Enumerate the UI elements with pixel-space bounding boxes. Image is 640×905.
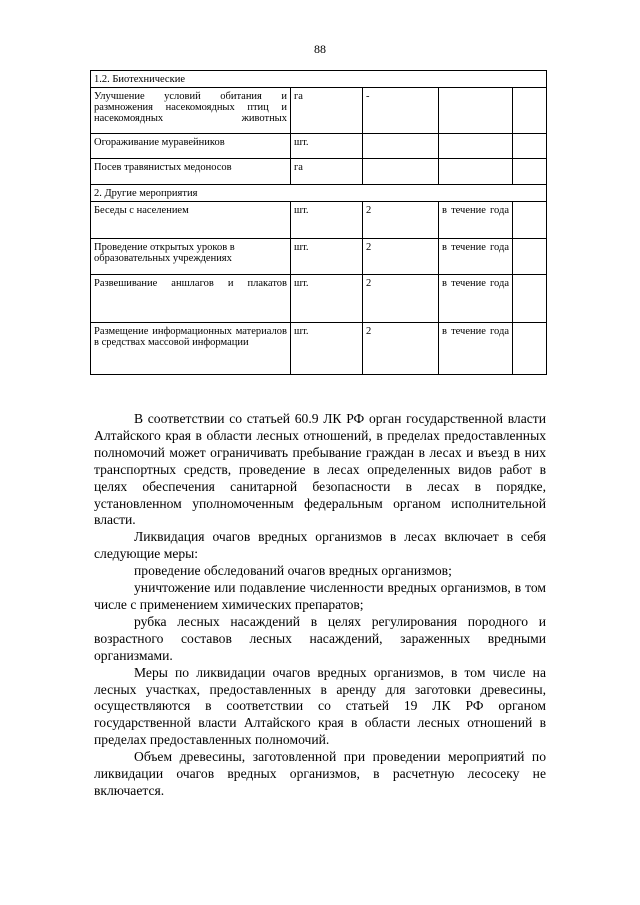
measure-unit: шт. (291, 275, 363, 323)
measure-name: Посев травянистых медоносов (91, 159, 291, 185)
table-row (91, 275, 547, 323)
table-row (91, 159, 547, 185)
list-item: уничтожение или подавление численности вредных организмов, в том числе с применением химических препаратов; (94, 580, 546, 612)
measure-period (439, 159, 513, 185)
measure-extra (513, 159, 547, 185)
measure-name: Проведение открытых уроков в образовательных учреждениях (91, 239, 291, 275)
measure-unit: шт. (291, 323, 363, 375)
paragraph: В соответствии со статьей 60.9 ЛК РФ орган государственной власти Алтайского края в области лесных отношений, в пределах предоставленных полномочий может ограничивать пребывание граждан в лесах и въезд в них транспортных средств, проведение в лесах определенных видов работ в целях обеспечения санитарной безопасности в лесах в порядке, установленном уполномоченным федеральным органом исполнительной власти. (94, 411, 546, 528)
measure-name: Беседы с населением (91, 202, 291, 239)
measure-unit: шт. (291, 202, 363, 239)
table-row (91, 202, 547, 239)
table-row (91, 239, 547, 275)
measure-unit: га (291, 159, 363, 185)
table-row (91, 134, 547, 159)
section-row (91, 71, 547, 88)
measure-extra (513, 88, 547, 134)
paragraph: Объем древесины, заготовленной при проведении мероприятий по ликвидации очагов вредных организмов, в расчетную лесосеку не включается. (94, 749, 546, 798)
section-title: 2. Другие мероприятия (91, 185, 547, 202)
measures-table (90, 70, 547, 375)
measure-value: 2 (363, 323, 439, 375)
measure-extra (513, 239, 547, 275)
measure-period: в течение года (439, 275, 513, 323)
measure-period: в течение года (439, 323, 513, 375)
measure-unit: га (291, 88, 363, 134)
paragraph: Ликвидация очагов вредных организмов в лесах включает в себя следующие меры: (94, 529, 546, 562)
measure-value: 2 (363, 275, 439, 323)
measure-period (439, 88, 513, 134)
measure-value: - (363, 88, 439, 134)
measure-unit: шт. (291, 239, 363, 275)
measure-period (439, 134, 513, 159)
section-row (91, 185, 547, 202)
list-item: рубка лесных насаждений в целях регулирования породного и возрастного составов лесных насаждений, зараженных вредными организмами. (94, 613, 546, 663)
measure-name: Развешивание аншлагов и плакатов (91, 275, 291, 323)
measure-extra (513, 323, 547, 375)
measure-period: в течение года (439, 202, 513, 239)
table-row (91, 88, 547, 134)
body-text (94, 411, 546, 800)
list-item: проведение обследований очагов вредных организмов; (134, 563, 452, 579)
paragraph: Меры по ликвидации очагов вредных организмов, в том числе на лесных участках, предоставленных в аренду для заготовки древесины, осуществляются в соответствии со статьей 19 ЛК РФ органом государственной власти Алтайского края в области лесных отношений в пределах предоставленных полномочий. (94, 664, 546, 748)
measure-extra (513, 134, 547, 159)
measure-value: 2 (363, 202, 439, 239)
measure-value: 2 (363, 239, 439, 275)
measure-name: Размещение информационных материалов в средствах массовой информации (91, 323, 291, 375)
measure-name: Улучшение условий обитания и размножения насекомоядных птиц и насекомоядных животных (91, 88, 291, 134)
table-row (91, 323, 547, 375)
section-title: 1.2. Биотехнические (91, 71, 547, 88)
page-number: 88 (314, 42, 326, 56)
measure-value (363, 159, 439, 185)
measure-value (363, 134, 439, 159)
measure-extra (513, 202, 547, 239)
measure-extra (513, 275, 547, 323)
measure-unit: шт. (291, 134, 363, 159)
measure-period: в течение года (439, 239, 513, 275)
measure-name: Огораживание муравейников (91, 134, 291, 159)
